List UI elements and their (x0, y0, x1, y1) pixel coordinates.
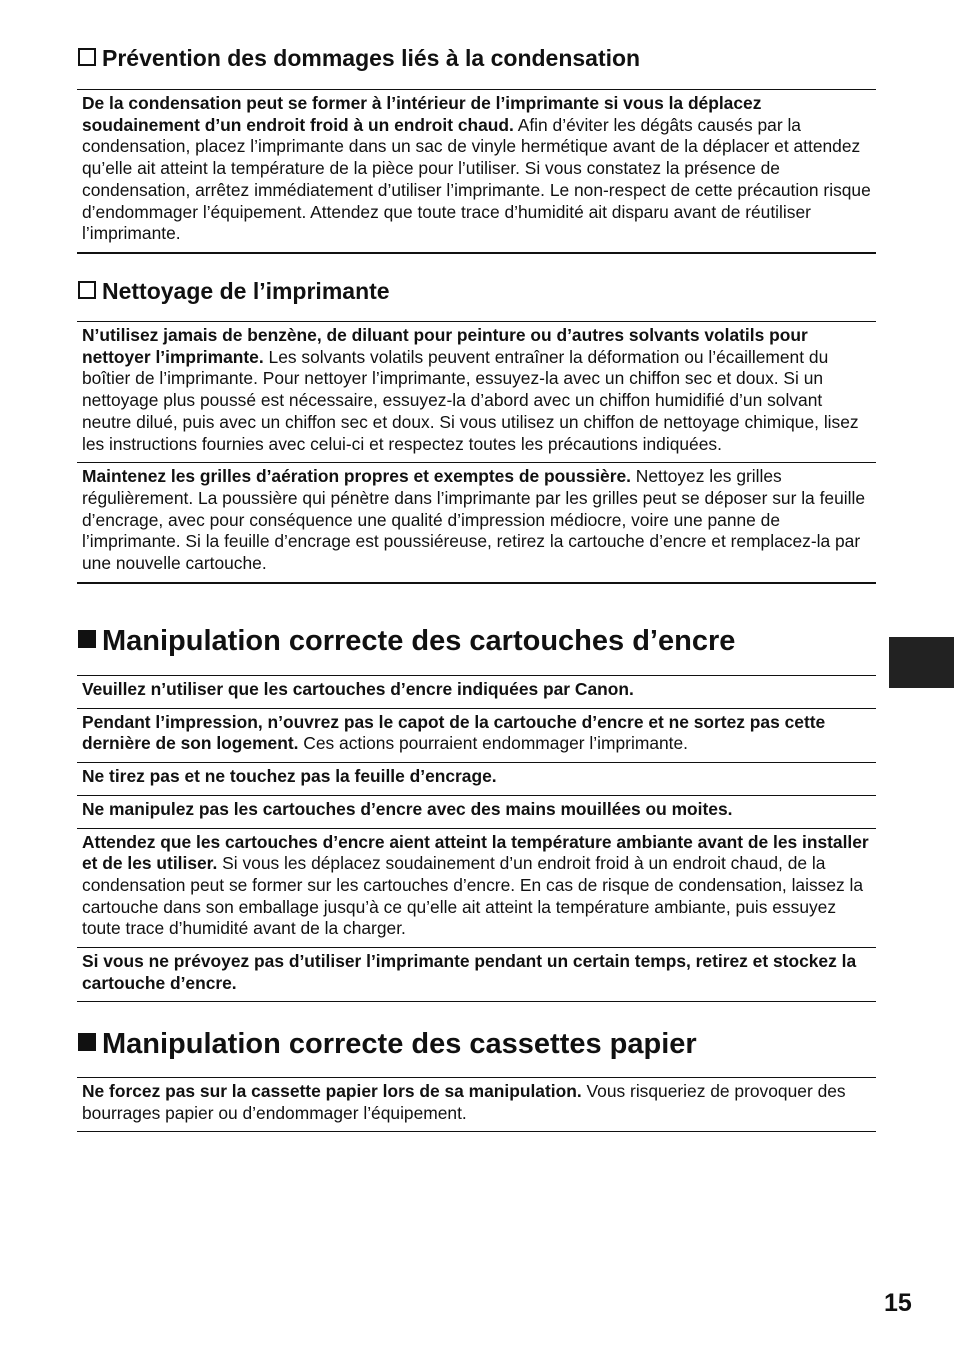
section-title-text: Nettoyage de l’imprimante (102, 278, 390, 304)
section-paper-cassettes (77, 1077, 876, 1132)
section-cleaning (77, 321, 876, 584)
item-bold-text: Ne manipulez pas les cartouches d’encre avec des mains mouillées ou moites. (82, 798, 733, 819)
section-title-condensation (78, 44, 640, 72)
list-item (77, 762, 876, 795)
section-title-cleaning (78, 277, 390, 305)
item-text: Les solvants volatils peuvent entraîner la déformation ou l’écaillement du boîtier de l’imprimante. Pour nettoyer l’imprimante, essuyez-la avec un chiffon sec et doux. Si un nettoyage plus poussé est nécessaire, essuyez-la d’abord avec un chiffon humidifié d’un solvant neutre dilué, puis avec un chiffon sec et doux. Si vous utilisez un chiffon de nettoyage chimique, lisez les instructions fournies avec celui-ci et respectez toutes les précautions indiquées. (82, 346, 859, 454)
list-item (77, 828, 876, 948)
list-item (77, 1077, 876, 1131)
filled-square-icon (78, 1033, 96, 1051)
page-number: 15 (884, 1289, 912, 1317)
item-bold-text: Ne forcez pas sur la cassette papier lors de sa manipulation. (82, 1081, 582, 1101)
section-title-paper-cassettes (78, 1027, 697, 1061)
list-item (77, 89, 876, 252)
section-ink-cartridges (77, 675, 876, 1002)
section-title-ink-cartridges (78, 624, 735, 658)
list-item (77, 462, 876, 582)
item-text: Ces actions pourraient endommager l’imprimante. (298, 733, 689, 754)
checkbox-square-icon (78, 48, 96, 66)
item-text: Si vous les déplacez soudainement d’un endroit froid à un endroit chaud, de la condensation peut se former sur les cartouches d’encre. En cas de risque de condensation, laissez la cartouche dans son emballage jusqu’à ce qu’elle ait atteint la température ambiante, puis essuyez toute trace d’humidité avant de la charger. (82, 853, 864, 939)
item-bold-text: Maintenez les grilles d’aération propres et exemptes de poussière. (82, 466, 631, 487)
section-title-text: Prévention des dommages liés à la condensation (102, 45, 641, 71)
filled-square-icon (78, 630, 96, 648)
checkbox-square-icon (78, 281, 96, 299)
list-item (77, 321, 876, 462)
item-text: Vous risqueriez de provoquer des bourrages papier ou d’endommager l’équipement. (82, 1081, 846, 1123)
item-bold-text: Veuillez n’utiliser que les cartouches d’encre indiquées par Canon. (82, 679, 634, 699)
section-title-text: Manipulation correcte des cassettes papier (102, 1028, 697, 1060)
item-bold-text: Ne tirez pas et ne touchez pas la feuille d’encrage. (82, 766, 497, 787)
item-bold-text: N’utilisez jamais de benzène, de diluant pour peinture ou d’autres solvants volatils pour nettoyer l’imprimante. (82, 325, 808, 367)
list-item (77, 795, 876, 828)
item-bold-text: Pendant l’impression, n’ouvrez pas le capot de la cartouche d’encre et ne sortez pas cette dernière de son logement. (82, 711, 826, 754)
item-text: Nettoyez les grilles régulièrement. La poussière qui pénètre dans l’imprimante par les grilles peut se déposer sur la feuille d’encrage, avec pour conséquence une qualité d’impression médiocre, voire une panne de l’imprimante. Si la feuille d’encrage est poussiéreuse, retirez la cartouche d’encre et remplacez-la par une nouvelle cartouche. (82, 466, 866, 574)
section-title-text: Manipulation correcte des cartouches d’encre (102, 625, 736, 657)
item-text: Afin d’éviter les dégâts causés par la condensation, placez l’imprimante dans un sac de vinyle hermétique avant de la déplacer et attendez qu’elle ait atteint la température de la pièce pour l’utiliser. Si vous constatez la présence de condensation, arrêtez immédiatement d’utiliser l’imprimante. Le non-respect de cette précaution risque d’endommager l’équipement. Attendez que toute trace d’humidité ait disparu avant de réutiliser l’imprimante. (82, 114, 871, 244)
chapter-side-tab (889, 637, 954, 688)
list-item (77, 947, 876, 1001)
item-bold-text: Si vous ne prévoyez pas d’utiliser l’imprimante pendant un certain temps, retirez et stockez la cartouche d’encre. (82, 951, 857, 993)
section-condensation (77, 89, 876, 254)
list-item (77, 675, 876, 708)
item-bold-text: De la condensation peut se former à l’intérieur de l’imprimante si vous la déplacez soudainement d’un endroit froid à un endroit chaud. (82, 93, 762, 135)
item-bold-text: Attendez que les cartouches d’encre aient atteint la température ambiante avant de les installer et de les utiliser. (82, 831, 869, 874)
list-item (77, 708, 876, 762)
